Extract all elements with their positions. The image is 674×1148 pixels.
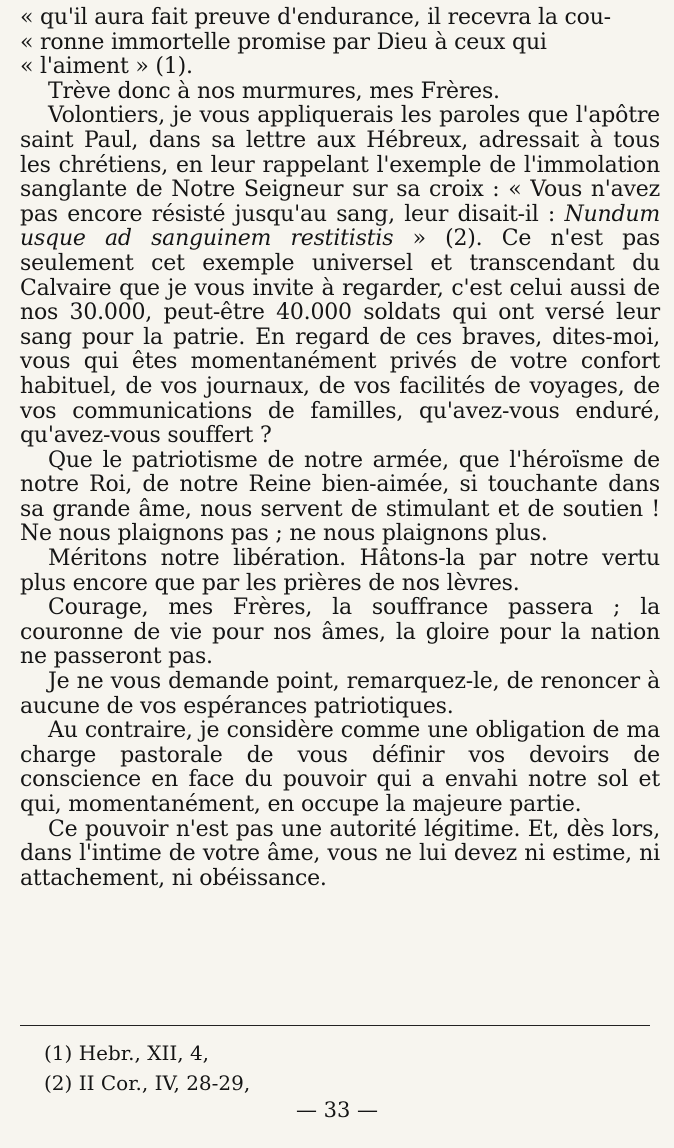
page-body (20, 6, 660, 891)
footnote-divider (20, 1025, 650, 1026)
paragraph: Je ne vous demande point, remarquez-le, de renoncer à aucune de vos espérances patriotiques. (20, 669, 660, 719)
page-number: — 33 — (295, 1098, 379, 1122)
quote-line: « l'aiment » (1). (20, 54, 193, 80)
footnote: (1) Hebr., XII, 4, (44, 1041, 210, 1065)
quote-line: « ronne immortelle promise par Dieu à ceux qui (20, 29, 547, 55)
paragraph: Au contraire, je considère comme une obligation de ma charge pastorale de vous définir vos devoirs de conscience en face du pouvoir qui a envahi notre sol et qui, momentanément, en occupe la majeure partie. (20, 718, 660, 817)
footnote: (2) II Cor., IV, 28-29, (44, 1071, 251, 1095)
paragraph-text: Volontiers, je vous appliquerais les paroles que l'apôtre saint Paul, dans sa lettre aux Hébreux, adressait à tous les chrétiens, en leur rappelant l'exemple de l'immolation sanglante de Notre Seigneur sur sa croix : « Vous n'avez pas encore résisté jusqu'au sang, leur disait-il : (20, 103, 660, 227)
footnotes (44, 1038, 250, 1098)
paragraph: Ce pouvoir n'est pas une autorité légitime. Et, dès lors, dans l'intime de votre âme, vous ne lui devez ni estime, ni attachement, ni obéissance. (20, 816, 660, 891)
paragraph: Que le patriotisme de notre armée, que l'héroïsme de notre Roi, de notre Reine bien-aimée, si touchante dans sa grande âme, nous servent de stimulant et de soutien ! Ne nous plaignons pas ; ne nous plaignons plus. (20, 447, 660, 547)
paragraph: Trève donc à nos murmures, mes Frères. (48, 78, 500, 104)
latin-quote: Nundum usque ad sanguinem restitistis (20, 201, 660, 252)
main-text (20, 6, 660, 891)
paragraph (20, 104, 660, 448)
paragraph: Méritons notre libération. Hâtons-la par notre vertu plus encore que par les prières de nos lèvres. (20, 546, 660, 596)
quote-paragraph (20, 6, 660, 80)
quote-line: « qu'il aura fait preuve d'endurance, il recevra la cou- (20, 5, 611, 30)
paragraph-text: » (2). Ce n'est pas seulement cet exemple universel et transcendant du Calvaire que je vous invite à regarder, c'est celui aussi de nos 30.000, peut-être 40.000 soldats qui ont versé leur sang pour la patrie. En regard de ces braves, dites-moi, vous qui êtes momentanément privés de votre confort habituel, de vos journaux, de vos facilités de voyages, de vos communications de familles, qu'avez-vous enduré, qu'avez-vous souffert ? (20, 226, 660, 449)
paragraph: Courage, mes Frères, la souffrance passera ; la couronne de vie pour nos âmes, la gloire pour la nation ne passeront pas. (20, 595, 660, 670)
